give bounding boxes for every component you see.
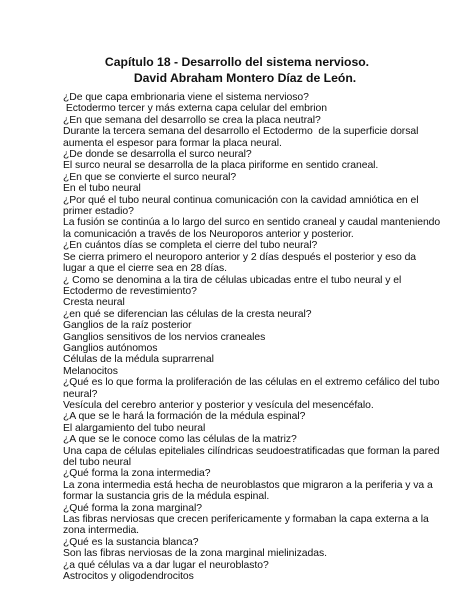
text-line: Vesícula del cerebro anterior y posterior y vesícula del mesencéfalo. xyxy=(63,399,374,411)
text-line: Ganglios de la raíz posterior xyxy=(63,320,192,332)
text-line: Una capa de células epiteliales cilíndricas seudoestratificadas que forman la pared xyxy=(63,445,440,457)
text-line: formar la sustancia gris de la médula espinal. xyxy=(63,491,270,503)
text-line: Cresta neural xyxy=(63,297,125,309)
text-line: Células de la médula suprarrenal xyxy=(63,354,214,366)
text-line: ¿En cuántos días se completa el cierre del tubo neural? xyxy=(63,240,318,252)
text-line: La zona intermedia está hecha de neuroblastos que migraron a la periferia y va a xyxy=(63,479,433,491)
text-line: ¿De que capa embrionaria viene el sistema nervioso? xyxy=(63,92,309,103)
text-line: Astrocitos y oligodendrocitos xyxy=(63,571,194,583)
text-line: Durante la tercera semana del desarrollo el Ectodermo de la superficie dorsal xyxy=(63,126,419,138)
text-line: ¿Por qué el tubo neural continua comunicación con la cavidad amniótica en el xyxy=(63,194,419,206)
text-line: Melanocitos xyxy=(63,365,118,377)
text-line: Las fibras nerviosas que crecen perifericamente y formaban la capa externa a la xyxy=(63,514,429,526)
document-body xyxy=(63,92,443,582)
text-line: En el tubo neural xyxy=(63,183,141,195)
text-line: La fusión se continúa a lo largo del surco en sentido craneal y caudal manteniendo xyxy=(63,217,441,229)
text-line: Ectodermo de revestimiento? xyxy=(63,285,197,297)
text-line: Ganglios sensitivos de los nervios craneales xyxy=(63,331,266,343)
text-line: ¿A que se le hará la formación de la médula espinal? xyxy=(63,411,306,423)
text-line: neural? xyxy=(63,388,98,400)
text-line: ¿a qué células va a dar lugar el neuroblasto? xyxy=(63,559,269,571)
text-line: Ganglios autónomos xyxy=(63,342,158,354)
text-line: zona intermedia. xyxy=(63,525,140,537)
text-line: ¿En que se convierte el surco neural? xyxy=(63,171,237,183)
text-line: ¿Qué forma la zona intermedia? xyxy=(63,468,211,480)
text-line: El surco neural se desarrolla de la placa piriforme en sentido craneal. xyxy=(63,160,379,172)
text-line: la comunicación a través de los Neuroporos anterior y posterior. xyxy=(63,228,354,240)
text-line: ¿A que se le conoce como las células de la matriz? xyxy=(63,434,297,446)
document-title xyxy=(0,54,474,86)
text-line: El alargamiento del tubo neural xyxy=(63,422,206,434)
text-line: Son las fibras nerviosas de la zona marginal mielinizadas. xyxy=(63,548,327,560)
title-line-1: Capítulo 18 - Desarrollo del sistema nervioso. xyxy=(104,55,370,69)
text-line: ¿Qué forma la zona marginal? xyxy=(63,502,202,514)
text-line: ¿En que semana del desarrollo se crea la placa neutral? xyxy=(63,114,321,126)
text-line: ¿ Como se denomina a la tira de células ubicadas entre el tubo neural y el xyxy=(63,274,402,286)
text-line: Se cierra primero el neuroporo anterior y 2 días después el posterior y eso da xyxy=(63,251,417,263)
text-line: ¿Qué es lo que forma la proliferación de las células en el extremo cefálico del tubo xyxy=(63,377,440,389)
text-line: ¿en qué se diferencian las células de la cresta neural? xyxy=(63,308,312,320)
text-line: del tubo neural xyxy=(63,457,131,468)
text-line: Ectodermo tercer y más externa capa celular del embrion xyxy=(63,103,328,115)
title-line-2: David Abraham Montero Díaz de León. xyxy=(133,71,357,85)
text-line: lugar a que el cierre sea en 28 días. xyxy=(63,263,227,275)
text-line: aumenta el espesor para formar la placa neural. xyxy=(63,137,282,149)
text-line: primer estadio? xyxy=(63,206,134,218)
text-line: ¿Qué es la sustancia blanca? xyxy=(63,536,199,548)
text-line: ¿De donde se desarrolla el surco neural? xyxy=(63,149,252,161)
